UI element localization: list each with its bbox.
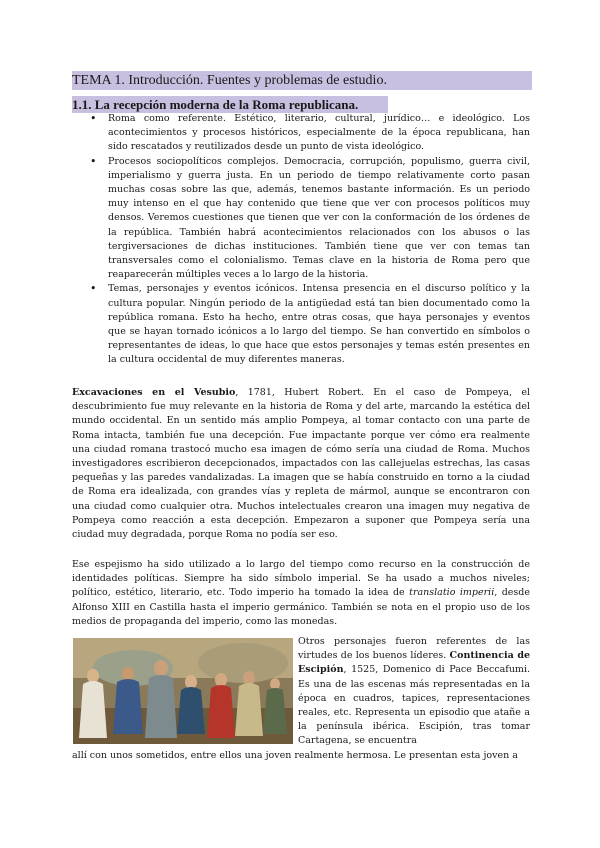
paragraph-text: , desde Alfonso XIII en Castilla hasta el imperio germánico. También se nota en el propio uso de los medios de propaganda del imperio, como las monedas. bbox=[72, 587, 530, 627]
paragraph-text: Otros personajes fueron referentes de las virtudes de los buenos líderes. bbox=[298, 636, 530, 662]
painting-image bbox=[73, 638, 293, 744]
artwork-title: Continencia de Escipión bbox=[298, 650, 531, 676]
artwork-title: Excavaciones en el Vesubio bbox=[72, 387, 236, 398]
bullet-list bbox=[88, 112, 530, 368]
list-item: • Roma como referente. Estético, literario, cultural, jurídico… e ideológico. Los acontecimientos y procesos históricos, especialmente de la época republicana, han sido rescatados y reutilizados desde un punto de vista ideológico. bbox=[88, 112, 530, 155]
paragraph-vesubio bbox=[72, 386, 530, 542]
list-item: • Procesos sociopolíticos complejos. Democracia, corrupción, populismo, guerra civil, imperialismo y guerra justa. En un periodo de tiempo relativamente corto pasan muchas cosas sobre las que, además, tenemos bastante información. Es un periodo muy intenso en el que hay contenido que tiene que ver con procesos políticos muy densos. Veremos cuestiones que tienen que ver con la conformación de los órdenes de la república. También habrá acontecimientos relacionados con los abusos o las tergiversaciones de dichas instituciones. También tiene que ver con temas tan transversales como el colonialismo. Temas clave en la historia de Roma pero que reaparecerán múltiples veces a lo largo de la historia. bbox=[88, 155, 530, 283]
paragraph-text: , 1525, Domenico di Pace Beccafumi. Es una de las escenas más representadas en la época en cuadros, tapices, representaciones reales, etc. Representa un episodio que atañe a la península ibérica. Escipión, tras tomar Cartagena, se encuentra bbox=[298, 664, 530, 747]
paragraph-translatio bbox=[72, 558, 530, 629]
paragraph-escipion bbox=[298, 635, 530, 749]
page-title: TEMA 1. Introducción. Fuentes y problemas de estudio. bbox=[72, 71, 532, 90]
paragraph-continuation: allí con unos sometidos, entre ellos una joven realmente hermosa. Le presentan esta joven a bbox=[72, 750, 518, 761]
italic-term: translatio imperii bbox=[409, 587, 495, 599]
section-heading: 1.1. La recepción moderna de la Roma republicana. bbox=[72, 96, 388, 113]
paragraph-text: , 1781, Hubert Robert. En el caso de Pompeya, el descubrimiento fue muy relevante en la historia de Roma y del arte, marcando la estética del mundo occidental. En un sentido más amplio Pompeya, al tomar contacto con una parte de Roma intacta, también fue una decepción. Fue impactante porque ver cómo era realmente una ciudad romana trastocó mucho esa imagen de cómo sería una ciudad de Roma. Muchos investigadores escribieron decepcionados, impactados con las callejuelas estrechas, las casas pequeñas y las paredes vandalizadas. La imagen que se había construido en torno a la ciudad de Roma era idealizada, con grandes vías y repleta de mármol, aunque se encontraron con una ciudad como cualquier otra. Muchos intelectuales crearon una imagen muy negativa de Pompeya como reacción a esta decepción. Empezaron a suponer que Pompeya sería una ciudad muy degradada, porque Roma no podía ser eso. bbox=[72, 387, 530, 541]
paragraph-text: Ese espejismo ha sido utilizado a lo largo del tiempo como recurso en la construcción de identidades políticas. Siempre ha sido símbolo imperial. Se ha usado a muchos niveles; político, estético, literario, etc. Todo imperio ha tomado la idea de bbox=[72, 559, 530, 599]
list-item: • Temas, personajes y eventos icónicos. Intensa presencia en el discurso político y la cultura popular. Ningún periodo de la antigüedad está tan bien documentado como la república romana. Esto ha hecho, entre otras cosas, que haya personajes y eventos que se hayan tornado icónicos a lo largo del tiempo. Se han convertido en símbolos o representantes de ideas, lo que hace que estos personajes y temas estén presentes en la cultura occidental de muy diferentes maneras. bbox=[88, 282, 530, 367]
